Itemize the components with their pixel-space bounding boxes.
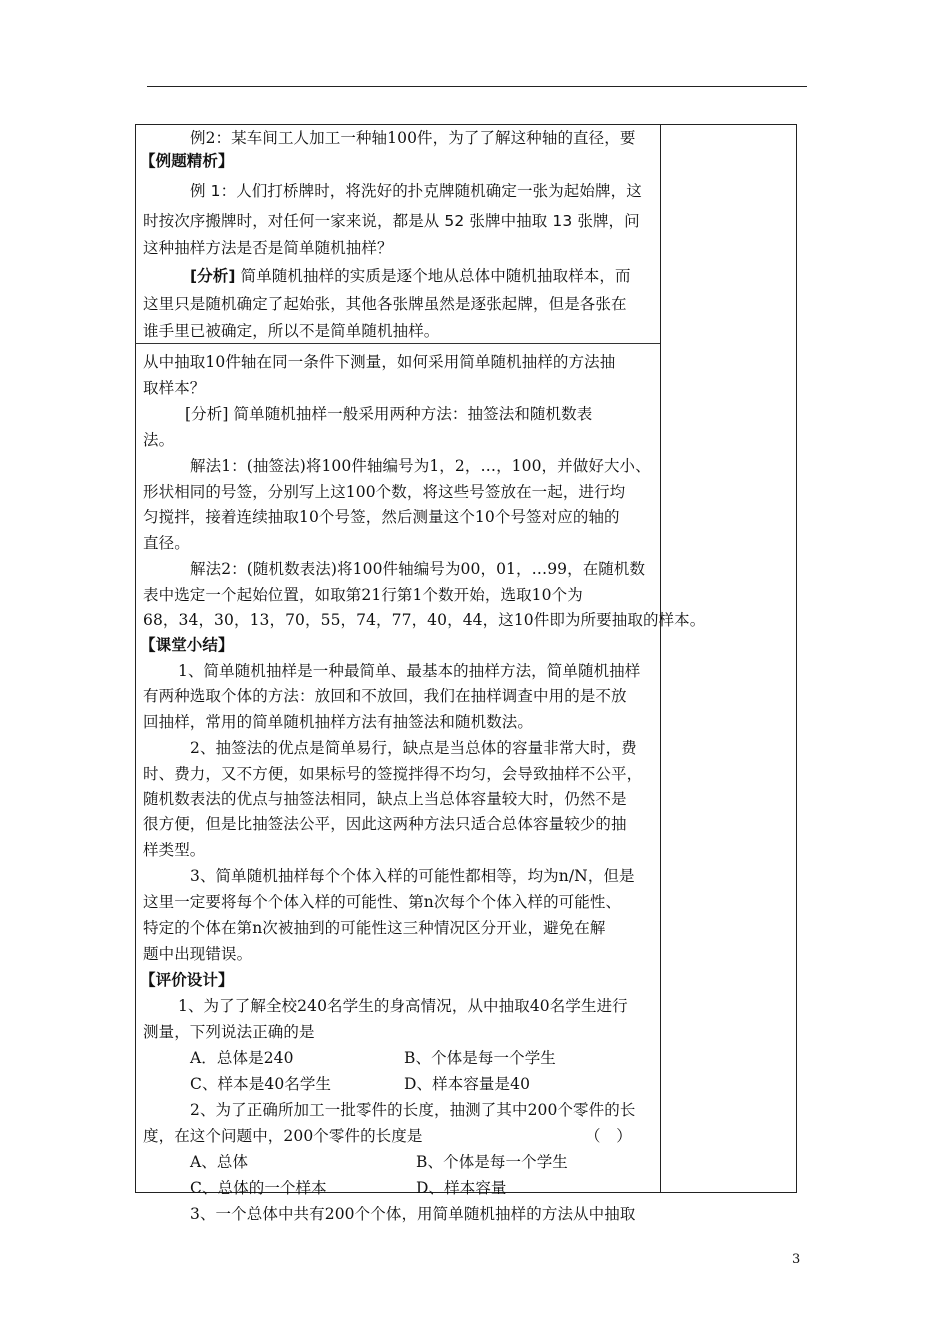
question1-option-a: A．总体是240 bbox=[190, 1049, 294, 1067]
example1-analysis-line bbox=[190, 265, 631, 287]
page-number: 3 bbox=[792, 1252, 801, 1267]
body-line-3: [分析] 简单随机抽样一般采用两种方法：抽签法和随机数表 bbox=[185, 405, 593, 423]
body-line-7: 匀搅拌，接着连续抽取10个号签，然后测量这个10个号签对应的轴的 bbox=[143, 508, 620, 526]
summary-line-4: 2、抽签法的优点是简单易行，缺点是当总体的容量非常大时，费 bbox=[190, 739, 637, 757]
summary-line-12: 题中出现错误。 bbox=[143, 945, 253, 963]
body-line-6: 形状相同的号签，分别写上这100个数，将这些号签放在一起，进行均 bbox=[143, 483, 626, 501]
body-line-9: 解法2：(随机数表法)将100件轴编号为00，01，…99，在随机数 bbox=[190, 560, 646, 578]
summary-line-11: 特定的个体在第n次被抽到的可能性这三种情况区分开业，避免在解 bbox=[143, 919, 606, 937]
question1-line1: 1、为了了解全校240名学生的身高情况，从中抽取40名学生进行 bbox=[178, 997, 628, 1015]
body-line-11: 68，34，30，13，70，55，74，77，40，44，这10件即为所要抽取的样本。 bbox=[143, 611, 706, 629]
summary-line-5: 时、费力，又不方便，如果标号的签搅拌得不均匀，会导致抽样不公平， bbox=[143, 765, 643, 783]
summary-line-2: 有两种选取个体的方法：放回和不放回，我们在抽样调查中用的是不放 bbox=[143, 687, 627, 705]
question1-option-c: C、样本是40名学生 bbox=[190, 1075, 332, 1093]
example2-line1: 例2：某车间工人加工一种轴100件，为了了解这种轴的直径，要 bbox=[190, 129, 636, 147]
summary-line-3: 回抽样，常用的简单随机抽样方法有抽签法和随机数法。 bbox=[143, 713, 534, 731]
header-rule bbox=[147, 86, 807, 87]
example1-line6: 谁手里已被确定，所以不是简单随机抽样。 bbox=[143, 322, 440, 340]
summary-heading: 【课堂小结】 bbox=[140, 636, 234, 654]
evaluation-heading: 【评价设计】 bbox=[140, 971, 234, 989]
question1-option-b: B、个体是每一个学生 bbox=[404, 1049, 556, 1067]
question2-option-a: A、总体 bbox=[190, 1153, 249, 1171]
example1-line5: 这里只是随机确定了起始张，其他各张牌虽然是逐张起牌，但是各张在 bbox=[143, 295, 627, 313]
analysis-label: [分析] bbox=[190, 267, 236, 285]
question2-line2: 度，在这个问题中，200个零件的长度是 bbox=[143, 1127, 423, 1145]
body-line-4: 法。 bbox=[143, 431, 175, 449]
example1-line2: 时按次序搬牌时，对任何一家来说，都是从 52 张牌中抽取 13 张牌，问 bbox=[143, 212, 640, 230]
example1-line3: 这种抽样方法是否是简单随机抽样？ bbox=[143, 239, 393, 257]
summary-line-7: 很方便，但是比抽签法公平，因此这两种方法只适合总体容量较少的抽 bbox=[143, 815, 627, 833]
question3-line1: 3、一个总体中共有200个个体，用简单随机抽样的方法从中抽取 bbox=[190, 1205, 636, 1223]
summary-line-1: 1、简单随机抽样是一种最简单、最基本的抽样方法，简单随机抽样 bbox=[178, 662, 641, 680]
summary-line-6: 随机数表法的优点与抽签法相同，缺点上当总体容量较大时，仍然不是 bbox=[143, 790, 627, 808]
example-section-heading: 【例题精析】 bbox=[140, 152, 234, 170]
question2-option-b: B、个体是每一个学生 bbox=[416, 1153, 568, 1171]
body-line-2: 取样本？ bbox=[143, 379, 206, 397]
body-line-10: 表中选定一个起始位置，如取第21行第1个数开始，选取10个为 bbox=[143, 586, 583, 604]
summary-line-9: 3、简单随机抽样每个个体入样的可能性都相等，均为n/N，但是 bbox=[190, 867, 635, 885]
table-column-divider bbox=[660, 124, 661, 1193]
pasted-block-divider bbox=[135, 343, 660, 344]
question2-line1: 2、为了正确所加工一批零件的长度，抽测了其中200个零件的长 bbox=[190, 1101, 636, 1119]
body-line-1: 从中抽取10件轴在同一条件下测量，如何采用简单随机抽样的方法抽 bbox=[143, 353, 616, 371]
body-line-8: 直径。 bbox=[143, 534, 190, 552]
summary-line-8: 样类型。 bbox=[143, 841, 206, 859]
question2-option-d: D、样本容量 bbox=[416, 1179, 507, 1197]
question1-line2: 测量，下列说法正确的是 bbox=[143, 1023, 315, 1041]
question2-option-c: C、总体的一个样本 bbox=[190, 1179, 327, 1197]
question1-option-d: D、样本容量是40 bbox=[404, 1075, 531, 1093]
question2-answer-paren: （ ） bbox=[585, 1127, 632, 1145]
analysis-text: 简单随机抽样的实质是逐个地从总体中随机抽取样本，而 bbox=[235, 267, 631, 285]
example1-line1: 例 1：人们打桥牌时，将洗好的扑克牌随机确定一张为起始牌，这 bbox=[190, 182, 642, 200]
body-line-5: 解法1：(抽签法)将100件轴编号为1，2，…，100，并做好大小、 bbox=[190, 457, 651, 475]
summary-line-10: 这里一定要将每个个体入样的可能性、第n次每个个体入样的可能性、 bbox=[143, 893, 622, 911]
